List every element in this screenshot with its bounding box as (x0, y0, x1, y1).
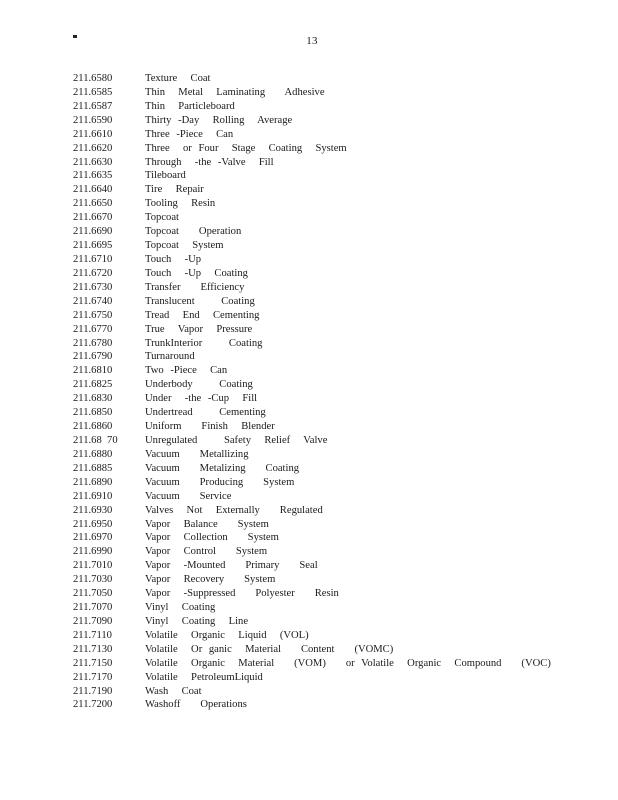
defined-term: Vapor Collection System (145, 532, 279, 544)
list-item (73, 601, 603, 615)
list-item (73, 559, 603, 573)
list-item (73, 392, 603, 406)
list-item (73, 573, 603, 587)
section-number: 211.6650 (73, 198, 113, 210)
defined-term: Under -the -Cup Fill (145, 393, 258, 405)
list-item (73, 267, 603, 281)
list-item (73, 337, 603, 351)
section-number: 211.7130 (73, 643, 113, 655)
list-item (73, 309, 603, 323)
defined-term: Topcoat System (145, 240, 224, 252)
defined-term: TrunkInterior Coating (145, 337, 263, 349)
defined-term: True Vapor Pressure (145, 323, 253, 335)
defined-term: Uniform Finish Blender (145, 421, 275, 433)
defined-term: Tread End Cementing (145, 309, 260, 321)
section-number: 211.7030 (73, 574, 113, 586)
section-number: 211.6580 (73, 73, 113, 84)
list-item (73, 128, 603, 142)
defined-term: Turnaround (145, 351, 195, 363)
defined-term: Three or Four Stage Coating System (145, 142, 347, 154)
section-number: 211.7070 (73, 602, 113, 614)
section-number: 211.6620 (73, 142, 113, 154)
defined-term: Topcoat (145, 212, 179, 224)
section-number: 211.6825 (73, 379, 113, 391)
section-number: 211.6630 (73, 156, 113, 168)
section-number: 211.6770 (73, 323, 113, 335)
list-item (73, 434, 603, 448)
list-item (73, 253, 603, 267)
section-number: 211.6830 (73, 393, 113, 405)
definitions-list (73, 72, 603, 712)
section-number: 211.6930 (73, 504, 113, 516)
list-item (73, 615, 603, 629)
defined-term: Translucent Coating (145, 295, 255, 307)
list-item (73, 156, 603, 170)
defined-term: Touch -Up Coating (145, 267, 248, 279)
list-item (73, 211, 603, 225)
defined-term: Vacuum Service (145, 490, 232, 502)
list-item (73, 169, 603, 183)
section-number: 211.6730 (73, 281, 113, 293)
page-number: 13 (306, 35, 318, 47)
list-item (73, 72, 603, 86)
section-number: 211.6710 (73, 253, 113, 265)
defined-term: Vapor -Suppressed Polyester Resin (145, 588, 339, 600)
list-item (73, 183, 603, 197)
section-number: 211.7190 (73, 685, 113, 697)
defined-term: Underbody Coating (145, 379, 253, 391)
defined-term: Vapor Recovery System (145, 574, 276, 586)
list-item (73, 197, 603, 211)
section-number: 211.6635 (73, 170, 113, 182)
list-item (73, 698, 603, 712)
section-number: 211.7050 (73, 588, 113, 600)
defined-term: Vinyl Coating (145, 602, 216, 614)
defined-term: Thin Metal Laminating Adhesive (145, 86, 325, 98)
defined-term: Tire Repair (145, 184, 204, 196)
list-item (73, 378, 603, 392)
section-number: 211.6780 (73, 337, 113, 349)
section-number: 211.6695 (73, 240, 113, 252)
section-number: 211.6740 (73, 295, 113, 307)
list-item (73, 295, 603, 309)
defined-term: Wash Coat (145, 685, 202, 697)
section-number: 211.6970 (73, 532, 113, 544)
section-number: 211.6610 (73, 128, 113, 140)
section-number: 211.6587 (73, 100, 113, 112)
defined-term: Vacuum Metallizing (145, 448, 249, 460)
list-item (73, 281, 603, 295)
section-number: 211.6670 (73, 212, 113, 224)
section-number: 211.6860 (73, 421, 113, 433)
list-item (73, 350, 603, 364)
section-number: 211.6690 (73, 226, 113, 238)
section-number: 211.6720 (73, 267, 113, 279)
list-item (73, 225, 603, 239)
section-number: 211.6990 (73, 546, 113, 558)
defined-term: Undertread Cementing (145, 407, 266, 419)
defined-term: Volatile Organic Material (VOM) or Volatile Organic Compound (VOC) (145, 657, 551, 669)
defined-term: Vacuum Metalizing Coating (145, 462, 300, 474)
defined-term: Volatile Organic Liquid (VOL) (145, 629, 309, 641)
section-number: 211.6640 (73, 184, 113, 196)
section-number: 211.6890 (73, 476, 113, 488)
defined-term: Vapor -Mounted Primary Seal (145, 560, 318, 572)
defined-term: Topcoat Operation (145, 226, 242, 238)
list-item (73, 629, 603, 643)
list-item (73, 490, 603, 504)
defined-term: Vapor Control System (145, 546, 268, 558)
section-number: 211.7150 (73, 657, 113, 669)
list-item (73, 142, 603, 156)
defined-term: Vinyl Coating Line (145, 615, 249, 627)
defined-term: Tileboard (145, 170, 186, 182)
defined-term: Thin Particleboard (145, 100, 235, 112)
defined-term: Valves Not Externally Regulated (145, 504, 323, 516)
defined-term: Texture Coat (145, 73, 211, 84)
section-number: 211.6590 (73, 114, 113, 126)
list-item (73, 587, 603, 601)
defined-term: Washoff Operations (145, 699, 247, 711)
section-number: 211.6790 (73, 351, 113, 363)
section-number: 211.6585 (73, 86, 113, 98)
defined-term: Volatile PetroleumLiquid (145, 671, 263, 683)
defined-term: Vapor Balance System (145, 518, 269, 530)
list-item (73, 462, 603, 476)
defined-term: Transfer Efficiency (145, 281, 245, 293)
section-number: 211.6910 (73, 490, 113, 502)
section-number: 211.6950 (73, 518, 113, 530)
section-number: 211.7010 (73, 560, 113, 572)
list-item (73, 518, 603, 532)
list-item (73, 671, 603, 685)
list-item (73, 476, 603, 490)
section-number: 211.6885 (73, 462, 113, 474)
defined-term: Unregulated Safety Relief Valve (145, 434, 328, 446)
defined-term: Three -Piece Can (145, 128, 234, 140)
section-number: 211.7200 (73, 699, 113, 711)
list-item (73, 531, 603, 545)
defined-term: Two -Piece Can (145, 365, 228, 377)
defined-term: Touch -Up (145, 253, 202, 265)
section-number: 211.6750 (73, 309, 113, 321)
section-number: 211.6880 (73, 448, 113, 460)
section-number: 211.6810 (73, 365, 113, 377)
list-item (73, 643, 603, 657)
list-item (73, 685, 603, 699)
section-number: 211.7090 (73, 615, 113, 627)
defined-term: Vacuum Producing System (145, 476, 295, 488)
list-item (73, 323, 603, 337)
list-item (73, 545, 603, 559)
list-item (73, 239, 603, 253)
list-item (73, 100, 603, 114)
section-number: 211.6850 (73, 407, 113, 419)
defined-term: Through -the -Valve Fill (145, 156, 274, 168)
list-item (73, 114, 603, 128)
defined-term: Volatile Or ganic Material Content (VOMC) (145, 643, 394, 655)
list-item (73, 448, 603, 462)
defined-term: Thirty -Day Rolling Average (145, 114, 293, 126)
section-number: 211.7110 (73, 629, 112, 641)
list-item (73, 657, 603, 671)
list-item (73, 406, 603, 420)
list-item (73, 420, 603, 434)
list-item (73, 504, 603, 518)
section-number: 211.68 70 (73, 434, 118, 446)
list-item (73, 364, 603, 378)
defined-term: Tooling Resin (145, 198, 216, 210)
section-number: 211.7170 (73, 671, 113, 683)
list-item (73, 86, 603, 100)
